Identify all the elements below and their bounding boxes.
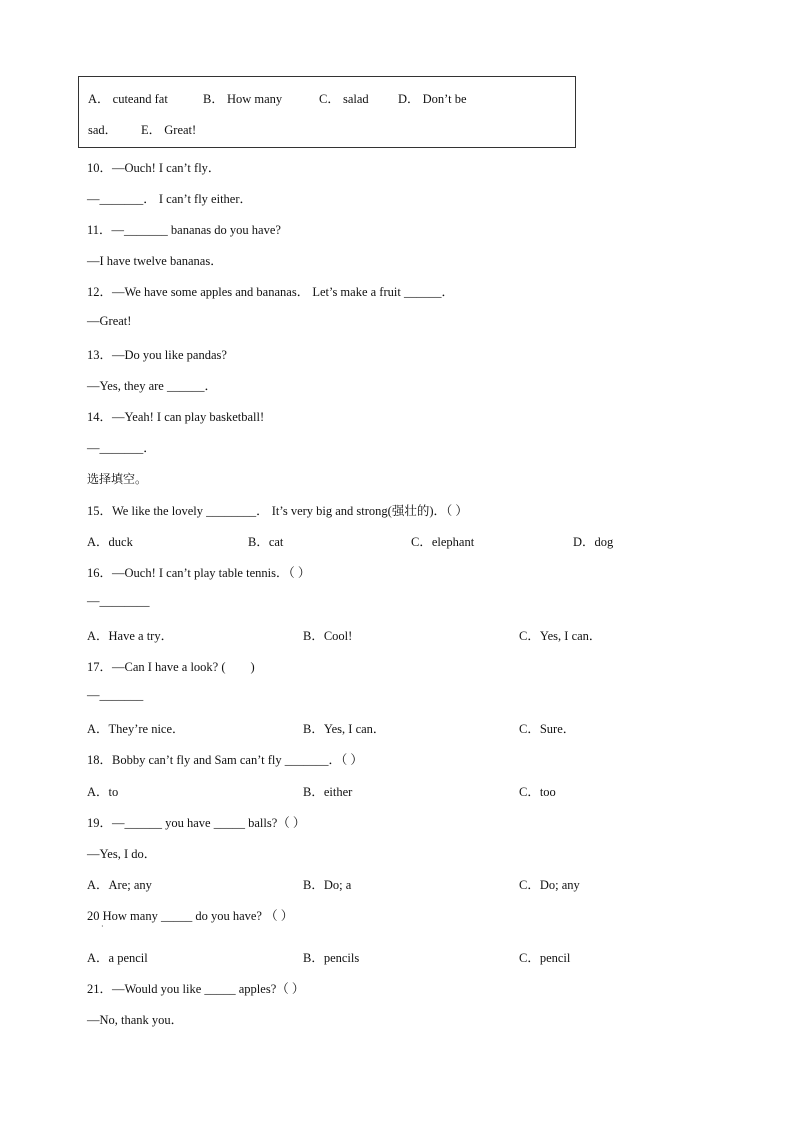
question-15-option-c: C．elephant xyxy=(411,535,475,549)
question-20-option-a: A．a pencil xyxy=(87,951,148,965)
question-15-option-a: A．duck xyxy=(87,535,133,549)
question-14-line-1: 14．—Yeah! I can play basketball! xyxy=(87,410,265,424)
question-20-option-c: C．pencil xyxy=(519,951,571,965)
question-10-line-2: —_______． I can’t fly either． xyxy=(87,192,253,206)
question-11-line-1: 11．—_______ bananas do you have? xyxy=(87,223,281,237)
word-bank-option-e: E． Great! xyxy=(141,123,197,137)
question-17-option-b: B．Yes, I can． xyxy=(303,722,386,736)
word-bank-option-c: C． salad xyxy=(319,92,369,106)
question-19-line-2: —Yes, I do． xyxy=(87,847,157,861)
question-21-line-1: 21．—Would you like _____ apples?（ ） xyxy=(87,982,305,996)
question-15: 15．We like the lovely ________． It’s very big and strong(强壮的)．（ ） xyxy=(87,504,468,518)
question-19-option-a: A．Are; any xyxy=(87,878,152,892)
question-13-line-2: —Yes, they are ______． xyxy=(87,379,217,393)
question-17-option-c: C．Sure． xyxy=(519,722,576,736)
question-20-option-b: B．pencils xyxy=(303,951,360,965)
question-18: 18．Bobby can’t fly and Sam can’t fly _______．（ ） xyxy=(87,753,363,767)
question-16-line-2: —________ xyxy=(87,594,150,608)
section-heading: 选择填空。 xyxy=(87,472,148,486)
question-13-line-1: 13．—Do you like pandas? xyxy=(87,348,227,362)
word-bank-option-d-cont: sad． xyxy=(88,123,118,137)
question-16-line-1: 16．—Ouch! I can’t play table tennis．（ ） xyxy=(87,566,311,580)
question-15-option-b: B．cat xyxy=(248,535,284,549)
question-17-line-1: 17．—Can I have a look? ( ) xyxy=(87,660,255,674)
question-16-option-c: C．Yes, I can． xyxy=(519,629,602,643)
question-15-option-d: D．dog xyxy=(573,535,614,549)
question-19-option-c: C．Do; any xyxy=(519,878,580,892)
question-12-line-2: —Great! xyxy=(87,314,132,328)
word-bank-option-d: D． Don’t be xyxy=(398,92,467,106)
question-16-option-b: B．Cool! xyxy=(303,629,353,643)
question-18-option-b: B．either xyxy=(303,785,353,799)
question-18-option-c: C．too xyxy=(519,785,556,799)
question-17-line-2: —_______ xyxy=(87,688,144,702)
question-18-option-a: A．to xyxy=(87,785,119,799)
question-11-line-2: —I have twelve bananas． xyxy=(87,254,223,268)
word-bank-box xyxy=(78,76,576,148)
question-10-line-1: 10．—Ouch! I can’t fly． xyxy=(87,161,221,175)
word-bank-option-b: B． How many xyxy=(203,92,283,106)
question-19-line-1: 19．—______ you have _____ balls?（ ） xyxy=(87,816,306,830)
question-12-line-1: 12．—We have some apples and bananas． Let’s make a fruit ______． xyxy=(87,285,454,299)
question-14-line-2: —_______． xyxy=(87,441,156,455)
question-19-option-b: B．Do; a xyxy=(303,878,352,892)
word-bank-option-a: A． cuteand fat xyxy=(88,92,168,106)
question-20: 20 How many _____ do you have? （ ） xyxy=(87,909,294,923)
question-21-line-2: —No, thank you． xyxy=(87,1013,184,1027)
stray-dot: · xyxy=(101,922,104,931)
question-17-option-a: A．They’re nice． xyxy=(87,722,185,736)
question-16-option-a: A．Have a try． xyxy=(87,629,174,643)
